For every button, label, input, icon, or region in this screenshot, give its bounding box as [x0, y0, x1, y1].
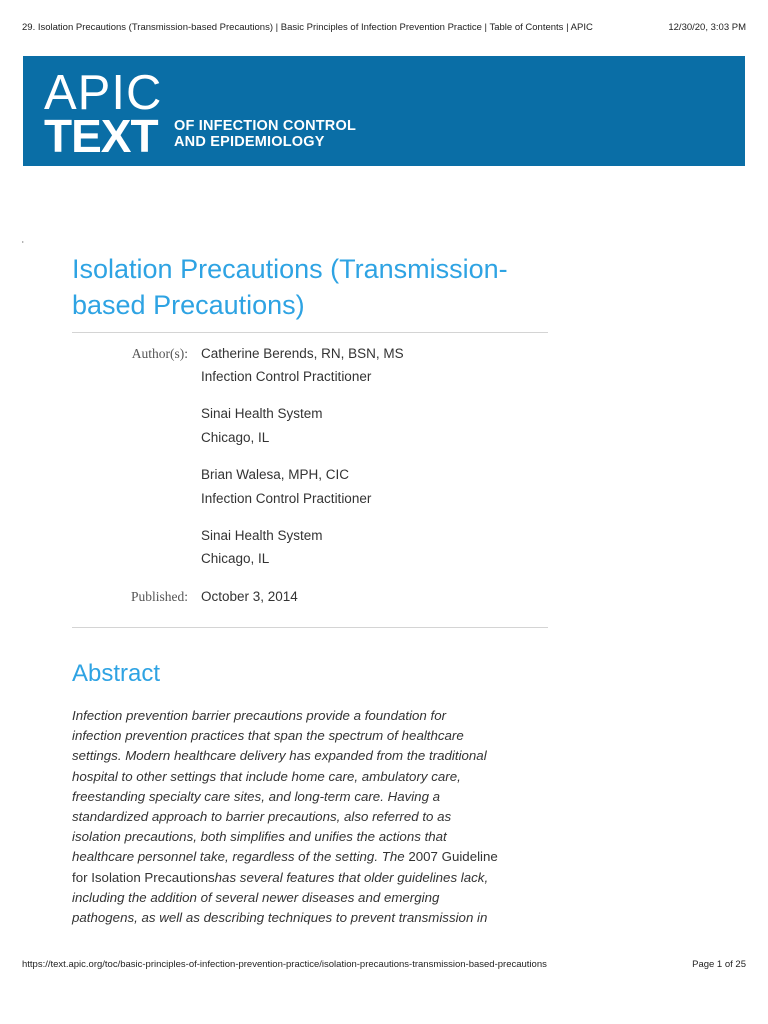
logo-subtitle — [174, 118, 356, 150]
abstract-text-run: Infection prevention barrier precautions provide a foundation for — [72, 708, 447, 723]
logo-apic: APIC — [44, 66, 163, 120]
abstract-text-run: including the addition of several newer diseases and emerging — [72, 889, 440, 905]
abstract-line — [72, 726, 552, 746]
abstract-text-run: for Isolation Precautions — [72, 869, 215, 885]
abstract-line — [72, 787, 552, 807]
print-header — [22, 22, 746, 36]
abstract-line — [72, 746, 552, 766]
abstract-text-run: settings. Modern healthcare delivery has expanded from the traditional — [72, 748, 487, 764]
abstract-line — [72, 888, 552, 908]
anchor-mark-icon: ▸ — [22, 239, 25, 244]
abstract-line — [72, 908, 552, 928]
published-date: October 3, 2014 — [201, 589, 298, 604]
author-line: Infection Control Practitioner — [201, 369, 372, 384]
author-line: Sinai Health System — [201, 528, 323, 543]
logo-subtitle-line-1: OF INFECTION CONTROL — [174, 118, 357, 134]
logo-text: TEXT — [44, 110, 158, 162]
page-number: Page 1 of 25 — [692, 959, 746, 970]
page-title: Isolation Precautions (Transmission-based Precautions) — [72, 254, 508, 320]
abstract-text-run: freestanding specialty care sites, and long-term care. Having a — [72, 788, 441, 804]
abstract-line — [72, 706, 552, 726]
abstract-text-run: has several features that older guidelines lack, — [214, 869, 489, 885]
authors-label: Author(s): — [131, 346, 188, 361]
abstract-text-run: pathogens, as well as describing techniques to prevent transmission in — [72, 910, 488, 926]
abstract-text-run: standardized approach to barrier precautions, also referred to as — [72, 809, 452, 825]
print-footer-url[interactable]: https://text.apic.org/toc/basic-principles-of-infection-prevention-practice/isolation-precautions-transmission-based-precautions — [22, 959, 547, 970]
abstract-line — [72, 847, 552, 867]
print-header-date: 12/30/20, 3:03 PM — [668, 22, 746, 33]
published-label: Published: — [130, 589, 188, 604]
abstract-text-run: hospital to other settings that include home care, ambulatory care, — [72, 768, 461, 784]
abstract-line — [72, 767, 552, 787]
abstract-line — [72, 807, 552, 827]
abstract-line — [72, 868, 552, 888]
abstract-body — [72, 706, 552, 928]
abstract-heading: Abstract — [72, 660, 161, 687]
divider-bottom — [72, 627, 548, 628]
print-footer — [22, 959, 746, 973]
abstract-line — [72, 827, 552, 847]
divider-top — [72, 332, 548, 333]
abstract-text-run: isolation precautions, both simplifies and unifies the actions that — [72, 829, 447, 845]
abstract-text-run: healthcare personnel take, regardless of the setting. The — [72, 849, 409, 865]
abstract-text-run: 2007 Guideline — [408, 849, 498, 865]
print-header-title: 29. Isolation Precautions (Transmission-based Precautions) | Basic Principles of Infection Prevention Practice | Table of Contents | APIC — [22, 22, 593, 33]
author-line: Brian Walesa, MPH, CIC — [201, 467, 350, 482]
author-line: Catherine Berends, RN, BSN, MS — [201, 346, 404, 361]
abstract-text-run: infection prevention practices that span the spectrum of healthcare — [72, 728, 464, 744]
apic-banner[interactable] — [23, 56, 745, 166]
author-line: Sinai Health System — [201, 406, 323, 421]
author-line: Infection Control Practitioner — [201, 491, 372, 506]
author-line: Chicago, IL — [201, 551, 270, 566]
author-line: Chicago, IL — [201, 430, 270, 445]
logo-subtitle-line-2: AND EPIDEMIOLOGY — [174, 134, 325, 150]
